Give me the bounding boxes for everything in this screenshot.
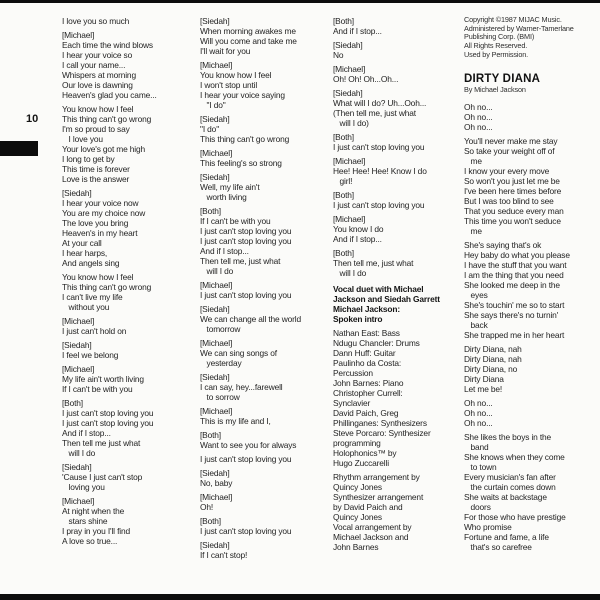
text-line: Oh! Oh! Oh...Oh... <box>333 74 399 84</box>
lyric-stanza <box>62 364 190 394</box>
lyrics-column-3 <box>333 16 457 556</box>
text-line: She knows when they come <box>464 451 565 462</box>
text-line: stars shine <box>62 516 108 526</box>
text-line: You know I do <box>333 224 384 234</box>
lyric-stanza <box>62 16 190 26</box>
text-line: me <box>464 155 482 166</box>
text-line: Who promise <box>464 521 512 532</box>
text-line: Quincy Jones <box>333 482 382 492</box>
lyric-stanza <box>464 398 590 428</box>
lyric-stanza <box>200 468 322 488</box>
text-line: Whispers at morning <box>62 70 136 80</box>
text-line: Paulinho da Costa: <box>333 358 402 368</box>
text-line: worth living <box>200 192 247 202</box>
speaker-tag: [Both] <box>333 132 354 142</box>
text-line: You know how I feel <box>200 70 272 80</box>
lyric-stanza <box>200 492 322 512</box>
text-line: The love you bring <box>62 218 129 228</box>
text-line: David Paich, Greg <box>333 408 399 418</box>
text-line: She likes the boys in the <box>464 431 552 442</box>
text-line: Well, my life ain't <box>200 182 260 192</box>
text-line: We can change all the world <box>200 314 302 324</box>
lyric-stanza <box>200 60 322 110</box>
text-line: I call your name... <box>62 60 126 70</box>
text-line: What will I do? Uh...Ooh... <box>333 98 427 108</box>
text-line: me <box>464 225 482 236</box>
speaker-tag: [Siedah] <box>200 304 230 314</box>
text-line: And if I stop... <box>333 26 382 36</box>
text-line: Each time the wind blows <box>62 40 153 50</box>
text-line: Phillinganes: Synthesizers <box>333 418 427 428</box>
text-line: Michael Jackson and <box>333 532 409 542</box>
text-line: girl! <box>333 176 353 186</box>
lyric-stanza <box>333 16 457 36</box>
text-line: When morning awakes me <box>200 26 296 36</box>
page-number-tab-bar <box>0 141 38 156</box>
text-line: A love so true... <box>62 536 118 546</box>
lyric-stanza <box>200 516 322 536</box>
text-line: Christopher Currell: <box>333 388 403 398</box>
text-line: Then tell me just what <box>62 438 141 448</box>
text-line: eyes <box>464 289 488 300</box>
text-line: Dirty Diana, no <box>464 363 518 374</box>
text-line: I just can't stop loving you <box>200 454 292 464</box>
copyright <box>464 16 590 60</box>
text-line: by David Paich and <box>333 502 403 512</box>
lyrics-column-4 <box>464 16 590 556</box>
lyric-stanza <box>200 148 322 168</box>
text-line: All Rights Reserved. <box>464 41 528 51</box>
text-line: Oh no... <box>464 101 493 112</box>
text-line: Oh no... <box>464 417 493 428</box>
speaker-tag: [Both] <box>200 430 221 440</box>
lyric-stanza <box>200 16 322 56</box>
lyric-stanza <box>200 304 322 334</box>
text-line: If I can't stop! <box>200 550 248 560</box>
speaker-tag: [Siedah] <box>62 188 92 198</box>
text-line: This feeling's so strong <box>200 158 282 168</box>
text-line: to sorrow <box>200 392 240 402</box>
text-line: Dirty Diana, nah <box>464 343 522 354</box>
byline <box>464 85 590 95</box>
text-line: She's touchin' me so to start <box>464 299 565 310</box>
text-line: And if I stop... <box>333 234 382 244</box>
speaker-tag: [Siedah] <box>200 540 230 550</box>
text-line: Oh no... <box>464 407 493 418</box>
text-line: This is my life and I, <box>200 416 271 426</box>
text-line: Rhythm arrangement by <box>333 472 420 482</box>
text-line: Vocal duet with Michael <box>333 284 424 294</box>
text-line: DIRTY DIANA <box>464 72 541 85</box>
text-line: I just can't stop loving you <box>200 526 292 536</box>
text-line: Every musician's fan after <box>464 471 556 482</box>
speaker-tag: [Siedah] <box>62 340 92 350</box>
text-line: I hear your voice now <box>62 198 139 208</box>
speaker-tag: [Siedah] <box>200 172 230 182</box>
text-line: "I do" <box>200 124 220 134</box>
text-line: will I do <box>200 266 234 276</box>
text-line: 'Cause I just can't stop <box>62 472 143 482</box>
text-line: No, baby <box>200 478 233 488</box>
text-line: Then tell me, just what <box>200 256 281 266</box>
text-line: This thing can't go wrong <box>62 282 152 292</box>
text-line: that's so carefree <box>464 541 532 552</box>
text-line: I hear harps, <box>62 248 108 258</box>
speaker-tag: [Michael] <box>333 214 366 224</box>
text-line: (Then tell me, just what <box>333 108 416 118</box>
text-line: Oh no... <box>464 111 493 122</box>
text-line: the curtain comes down <box>464 481 556 492</box>
top-border-bar <box>0 0 600 3</box>
lyric-stanza <box>200 206 322 276</box>
text-line: And if I stop... <box>200 246 249 256</box>
speaker-tag: [Siedah] <box>62 462 92 472</box>
speaker-tag: [Michael] <box>62 496 95 506</box>
text-line: without you <box>62 302 110 312</box>
text-line: will I do) <box>333 118 369 128</box>
speaker-tag: [Michael] <box>62 30 95 40</box>
text-line: Let me be! <box>464 383 503 394</box>
text-line: I love you so much <box>62 16 130 26</box>
text-line: I love you <box>62 134 103 144</box>
text-line: She looked me deep in the <box>464 279 560 290</box>
text-line: tomorrow <box>200 324 241 334</box>
text-line: You are my choice now <box>62 208 146 218</box>
text-line: If I can't be with you <box>62 384 133 394</box>
lyric-stanza <box>62 104 190 184</box>
text-line: Heaven's in my heart <box>62 228 138 238</box>
text-line: Oh no... <box>464 121 493 132</box>
speaker-tag: [Both] <box>200 206 221 216</box>
text-line: Spoken intro <box>333 314 383 324</box>
text-line: Quincy Jones <box>333 512 382 522</box>
text-line: doors <box>464 501 491 512</box>
text-line: I pray in you I'll find <box>62 526 130 536</box>
text-line: Nathan East: Bass <box>333 328 400 338</box>
text-line: Oh no... <box>464 397 493 408</box>
lyric-stanza <box>62 30 190 100</box>
speaker-tag: [Michael] <box>62 364 95 374</box>
text-line: This thing can't go wrong <box>62 114 152 124</box>
text-line: But I was too blind to see <box>464 195 554 206</box>
lyric-stanza <box>333 156 457 186</box>
lyric-stanza <box>200 454 322 464</box>
text-line: This thing can't go wrong <box>200 134 290 144</box>
text-line: You know how I feel <box>62 272 134 282</box>
text-line: Hee! Hee! Hee! Know I do <box>333 166 427 176</box>
text-line: She trapped me in her heart <box>464 329 565 340</box>
text-line: She says there's no turnin' <box>464 309 559 320</box>
text-line: This time you won't seduce <box>464 215 561 226</box>
text-line: So won't you just let me be <box>464 175 560 186</box>
speaker-tag: [Both] <box>200 516 221 526</box>
speaker-tag: [Michael] <box>62 316 95 326</box>
text-line: Holophonics™ by <box>333 448 397 458</box>
speaker-tag: [Siedah] <box>333 88 363 98</box>
text-line: You'll never make me stay <box>464 135 558 146</box>
text-line: I just can't stop loving you <box>62 408 154 418</box>
lyric-stanza <box>464 102 590 132</box>
text-line: This time is forever <box>62 164 130 174</box>
text-line: I can't live my life <box>62 292 123 302</box>
speaker-tag: [Siedah] <box>200 16 230 26</box>
lyric-stanza <box>62 462 190 492</box>
text-line: Dann Huff: Guitar <box>333 348 396 358</box>
text-line: That you seduce every man <box>464 205 564 216</box>
text-line: Our love is dawning <box>62 80 133 90</box>
speaker-tag: [Siedah] <box>333 40 363 50</box>
speaker-tag: [Michael] <box>200 148 233 158</box>
lyric-stanza <box>62 496 190 546</box>
text-line: I won't stop until <box>200 80 258 90</box>
text-line: She waits at backstage <box>464 491 547 502</box>
text-line: programming <box>333 438 381 448</box>
lyric-stanza <box>333 248 457 278</box>
heading <box>464 74 590 84</box>
text-line: to town <box>464 461 497 472</box>
text-line: I hear your voice so <box>62 50 133 60</box>
lyric-stanza <box>200 372 322 402</box>
lyric-stanza <box>62 272 190 312</box>
text-line: Jackson and Siedah Garrett <box>333 294 440 304</box>
lyric-stanza <box>333 64 457 84</box>
speaker-tag: [Both] <box>62 398 83 408</box>
speaker-tag: [Michael] <box>200 492 233 502</box>
text-line: I have the stuff that you want <box>464 259 567 270</box>
text-line: I just can't stop loving you <box>333 200 425 210</box>
lyric-stanza <box>200 114 322 144</box>
text-line: Love is the answer <box>62 174 130 184</box>
lyrics-column-2 <box>200 16 322 564</box>
text-line: Want to see you for always <box>200 440 297 450</box>
text-line: I just can't stop loving you <box>62 418 154 428</box>
text-line: yesterday <box>200 358 242 368</box>
text-line: Publishing Corp. (BMI) <box>464 32 535 42</box>
text-line: back <box>464 319 488 330</box>
text-line: I feel we belong <box>62 350 119 360</box>
text-line: I hear your voice saying <box>200 90 285 100</box>
text-line: I am the thing that you need <box>464 269 564 280</box>
text-line: And if I stop... <box>62 428 111 438</box>
text-line: Fortune and fame, a life <box>464 531 549 542</box>
lyric-stanza <box>333 88 457 128</box>
text-line: Michael Jackson: <box>333 304 400 314</box>
text-line: Your love's got me high <box>62 144 146 154</box>
text-line: band <box>464 441 489 452</box>
text-line: I know your every move <box>464 165 550 176</box>
lyric-stanza <box>464 432 590 552</box>
credits <box>333 328 457 468</box>
text-line: At your call <box>62 238 102 248</box>
speaker-tag: [Both] <box>333 248 354 258</box>
text-line: I just can't stop loving you <box>333 142 425 152</box>
speaker-tag: [Michael] <box>200 60 233 70</box>
lyric-stanza <box>200 280 322 300</box>
text-line: Ndugu Chancler: Drums <box>333 338 420 348</box>
text-line: My life ain't worth living <box>62 374 144 384</box>
text-line: For those who have prestige <box>464 511 566 522</box>
lyric-stanza <box>200 406 322 426</box>
lyric-stanza <box>200 540 322 560</box>
text-line: I've been here times before <box>464 185 562 196</box>
lyric-stanza <box>200 430 322 450</box>
lyric-stanza <box>200 172 322 202</box>
lyric-stanza <box>333 132 457 152</box>
text-line: No <box>333 50 344 60</box>
text-line: will I do <box>62 448 96 458</box>
text-line: I just can't stop loving you <box>200 236 292 246</box>
lyric-stanza <box>333 190 457 210</box>
lyric-stanza <box>333 214 457 244</box>
speaker-tag: [Michael] <box>333 64 366 74</box>
text-line: Heaven's glad you came... <box>62 90 157 100</box>
bottom-border-bar <box>0 594 600 600</box>
text-line: Dirty Diana, nah <box>464 353 522 364</box>
text-line: Copyright ©1987 MIJAC Music. <box>464 15 562 24</box>
text-line: I just can't stop loving you <box>200 226 292 236</box>
lyric-stanza <box>464 240 590 340</box>
lyrics-column-1 <box>62 16 190 550</box>
text-line: Hey baby do what you please <box>464 249 570 260</box>
credits-bold <box>333 284 457 324</box>
credits <box>333 472 457 552</box>
page-number: 10 <box>26 113 39 125</box>
text-line: By Michael Jackson <box>464 84 526 94</box>
speaker-tag: [Siedah] <box>200 114 230 124</box>
text-line: John Barnes <box>333 542 379 552</box>
text-line: Used by Permission. <box>464 49 529 59</box>
text-line: Synclavier <box>333 398 371 408</box>
speaker-tag: [Michael] <box>200 338 233 348</box>
speaker-tag: [Both] <box>333 16 354 26</box>
speaker-tag: [Michael] <box>333 156 366 166</box>
text-line: will I do <box>333 268 367 278</box>
text-line: And angels sing <box>62 258 120 268</box>
text-line: I just can't stop loving you <box>200 290 292 300</box>
lyric-stanza <box>200 338 322 368</box>
text-line: John Barnes: Piano <box>333 378 404 388</box>
text-line: I'll wait for you <box>200 46 251 56</box>
text-line: Will you come and take me <box>200 36 297 46</box>
text-line: I just can't hold on <box>62 326 127 336</box>
text-line: Steve Porcaro: Synthesizer <box>333 428 431 438</box>
lyric-stanza <box>62 316 190 336</box>
text-line: "I do" <box>200 100 226 110</box>
text-line: She's saying that's ok <box>464 239 542 250</box>
text-line: Administered by Warner-Tamerlane <box>464 23 574 33</box>
text-line: Vocal arrangement by <box>333 522 412 532</box>
lyric-stanza <box>464 344 590 394</box>
speaker-tag: [Siedah] <box>200 468 230 478</box>
speaker-tag: [Both] <box>333 190 354 200</box>
text-line: Percussion <box>333 368 373 378</box>
lyric-stanza <box>62 398 190 458</box>
lyric-stanza <box>62 188 190 268</box>
text-line: loving you <box>62 482 105 492</box>
text-line: You know how I feel <box>62 104 134 114</box>
text-line: Synthesizer arrangement <box>333 492 424 502</box>
lyric-stanza <box>62 340 190 360</box>
text-line: Dirty Diana <box>464 373 504 384</box>
speaker-tag: [Siedah] <box>200 372 230 382</box>
lyric-stanza <box>464 136 590 236</box>
text-line: At night when the <box>62 506 125 516</box>
text-line: We can sing songs of <box>200 348 277 358</box>
text-line: I long to get by <box>62 154 115 164</box>
lyric-stanza <box>333 40 457 60</box>
text-line: Hugo Zuccarelli <box>333 458 389 468</box>
text-line: I'm so proud to say <box>62 124 130 134</box>
text-line: If I can't be with you <box>200 216 271 226</box>
text-line: Oh! <box>200 502 214 512</box>
text-line: Then tell me, just what <box>333 258 414 268</box>
speaker-tag: [Michael] <box>200 406 233 416</box>
text-line: I can say, hey...farewell <box>200 382 283 392</box>
text-line: So take your weight off of <box>464 145 555 156</box>
speaker-tag: [Michael] <box>200 280 233 290</box>
